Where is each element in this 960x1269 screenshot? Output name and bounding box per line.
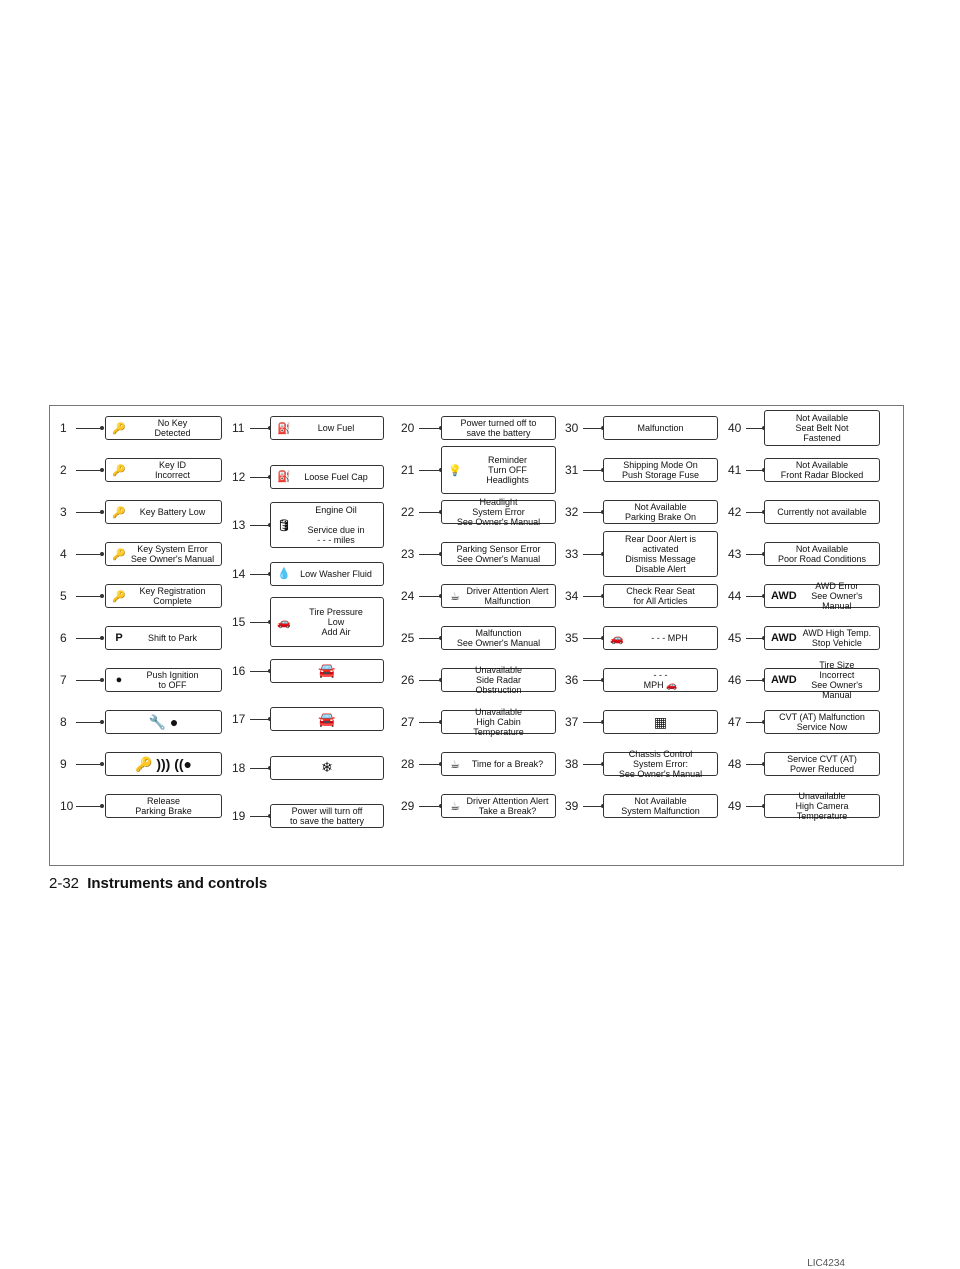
- leader-line: [250, 477, 270, 478]
- message-display: [105, 626, 222, 650]
- message-item: [565, 701, 722, 743]
- message-display: [441, 626, 556, 650]
- message-item: [232, 795, 388, 837]
- leader-line: [746, 680, 764, 681]
- item-number: 33: [565, 547, 579, 561]
- leader-line: [419, 596, 441, 597]
- key-battery-icon: 🔑: [112, 506, 126, 519]
- message-item: [401, 659, 560, 701]
- item-number: 29: [401, 799, 415, 813]
- message-text: Malfunction See Owner's Manual: [456, 628, 541, 648]
- message-item: [728, 617, 884, 659]
- message-text: Power turned off to save the battery: [460, 418, 537, 438]
- item-number: 13: [232, 518, 246, 532]
- message-item: [565, 743, 722, 785]
- key-icon: 🔑: [112, 548, 126, 561]
- message-text: Service CVT (AT) Power Reduced: [787, 754, 857, 774]
- message-item: [232, 698, 388, 740]
- push-ignition-icon: ●: [115, 674, 123, 686]
- leader-line: [746, 638, 764, 639]
- message-column: [565, 406, 722, 867]
- coffee-cup-icon: ☕: [450, 800, 460, 813]
- item-number: 46: [728, 673, 742, 687]
- leader-line: [250, 671, 270, 672]
- fuel-cap-icon: ⛽: [277, 471, 291, 483]
- park-icon: P: [115, 632, 123, 644]
- message-display: [270, 707, 384, 731]
- item-number: 25: [401, 631, 415, 645]
- snowflake-icon: ❄: [321, 759, 333, 775]
- message-text: Tire Pressure Low Add Air: [309, 607, 363, 637]
- item-number: 23: [401, 547, 415, 561]
- message-display: [441, 542, 556, 566]
- message-item: [401, 491, 560, 533]
- message-text: Low Washer Fluid: [300, 568, 372, 579]
- message-display: [270, 756, 384, 780]
- message-item: [728, 575, 884, 617]
- leader-line: [76, 806, 102, 807]
- leader-line: [583, 554, 603, 555]
- item-number: 39: [565, 799, 579, 813]
- leader-line: [76, 470, 102, 471]
- message-display: [441, 416, 556, 440]
- message-text: Rear Door Alert is activated Dismiss Message Disable Alert: [624, 534, 697, 574]
- leader-line: [250, 622, 270, 623]
- leader-line: [583, 722, 603, 723]
- leader-line: [250, 428, 270, 429]
- item-number: 17: [232, 712, 246, 726]
- section-title: Instruments and controls: [87, 875, 268, 892]
- message-display: [105, 710, 222, 734]
- item-number: 41: [728, 463, 742, 477]
- leader-line: [583, 470, 603, 471]
- message-text: Unavailable High Camera Temperature: [795, 791, 849, 821]
- message-item: [60, 491, 226, 533]
- message-display: [764, 500, 880, 524]
- item-number: 7: [60, 673, 67, 687]
- car-front-icon: 🚘: [318, 662, 336, 678]
- awd-icon: AWD: [771, 674, 797, 686]
- message-text: Headlight System Error See Owner's Manual: [456, 497, 541, 527]
- item-number: 31: [565, 463, 579, 477]
- message-item: [728, 659, 884, 701]
- message-text: Low Fuel: [317, 423, 355, 433]
- message-item: [401, 785, 560, 827]
- leader-line: [76, 722, 102, 723]
- leader-line: [419, 554, 441, 555]
- message-display: [603, 531, 718, 577]
- message-text: AWD Error See Owner's Manual: [811, 581, 863, 611]
- message-item: [60, 701, 226, 743]
- leader-line: [419, 680, 441, 681]
- item-number: 35: [565, 631, 579, 645]
- message-text: Driver Attention Alert Take a Break?: [466, 796, 549, 816]
- message-display: [270, 465, 384, 489]
- message-display: [105, 584, 222, 608]
- page-footer: [49, 875, 267, 892]
- leader-line: [746, 722, 764, 723]
- message-item: [728, 449, 884, 491]
- item-number: 47: [728, 715, 742, 729]
- message-text: Check Rear Seat for All Articles: [626, 586, 695, 606]
- item-number: 27: [401, 715, 415, 729]
- message-item: [60, 743, 226, 785]
- item-number: 6: [60, 631, 67, 645]
- message-display: [764, 752, 880, 776]
- message-text: Not Available Front Radar Blocked: [780, 460, 864, 480]
- item-number: 3: [60, 505, 67, 519]
- message-column: [728, 406, 884, 867]
- leader-line: [76, 764, 102, 765]
- message-display: [105, 458, 222, 482]
- item-number: 19: [232, 809, 246, 823]
- item-number: 43: [728, 547, 742, 561]
- message-text: Shift to Park: [147, 633, 198, 643]
- message-item: [565, 449, 722, 491]
- leader-line: [76, 428, 102, 429]
- message-column: [232, 406, 388, 867]
- message-text: Key ID Incorrect: [154, 460, 190, 480]
- message-item: [728, 743, 884, 785]
- message-text: No Key Detected: [154, 418, 191, 438]
- message-item: [60, 575, 226, 617]
- leader-line: [583, 512, 603, 513]
- item-number: 22: [401, 505, 415, 519]
- message-text: Unavailable High Cabin Temperature: [473, 707, 524, 737]
- leader-line: [76, 680, 102, 681]
- washer-fluid-icon: 💧: [277, 568, 291, 580]
- message-text: Not Available Seat Belt Not Fastened: [795, 413, 849, 443]
- message-display: [270, 562, 384, 586]
- leader-line: [76, 512, 102, 513]
- item-number: 18: [232, 760, 246, 775]
- leader-line: [250, 719, 270, 720]
- message-text: - - - MPH 🚗: [643, 670, 678, 690]
- message-display: [441, 665, 556, 695]
- message-column: [401, 406, 560, 867]
- leader-line: [583, 806, 603, 807]
- leader-line: [250, 768, 270, 769]
- coffee-cup-icon: ☕: [450, 590, 460, 603]
- headlight-icon: 💡: [448, 464, 462, 477]
- message-display: [105, 500, 222, 524]
- leader-line: [250, 574, 270, 575]
- message-item: [232, 650, 388, 692]
- message-display: [105, 752, 222, 776]
- key-icon: 🔑: [112, 422, 126, 435]
- message-item: [728, 785, 884, 827]
- message-column: [60, 406, 226, 867]
- item-number: 5: [60, 589, 67, 603]
- leader-line: [746, 512, 764, 513]
- message-item: [232, 553, 388, 595]
- item-number: 37: [565, 715, 579, 729]
- message-display: [441, 584, 556, 608]
- message-text: Key Registration Complete: [139, 586, 206, 606]
- item-number: 11: [232, 421, 245, 435]
- message-text: AWD High Temp. Stop Vehicle: [802, 628, 872, 648]
- item-number: 28: [401, 757, 415, 771]
- item-number: 32: [565, 505, 579, 519]
- item-number: 10: [60, 799, 74, 813]
- message-display: [603, 749, 718, 779]
- key-signal-icon: 🔑 ))) ((●: [135, 755, 192, 772]
- leader-line: [76, 596, 102, 597]
- leader-line: [76, 554, 102, 555]
- item-number: 21: [401, 463, 415, 477]
- message-display: [764, 542, 880, 566]
- message-item: [728, 491, 884, 533]
- message-item: [565, 491, 722, 533]
- message-item: [232, 747, 388, 789]
- message-display: [603, 584, 718, 608]
- leader-line: [746, 764, 764, 765]
- oil-can-icon: 🛢: [277, 519, 291, 532]
- message-display: [603, 668, 718, 692]
- item-number: 45: [728, 631, 742, 645]
- item-number: 14: [232, 566, 246, 581]
- item-number: 42: [728, 505, 742, 519]
- item-number: 48: [728, 757, 742, 771]
- leader-line: [419, 764, 441, 765]
- message-text: Parking Sensor Error See Owner's Manual: [456, 544, 541, 564]
- message-display: [764, 410, 880, 446]
- item-number: 34: [565, 589, 579, 603]
- item-number: 20: [401, 421, 415, 435]
- message-text: Key Battery Low: [139, 507, 206, 517]
- leader-line: [746, 428, 764, 429]
- leader-line: [250, 816, 270, 817]
- message-display: [441, 752, 556, 776]
- leader-line: [419, 512, 441, 513]
- message-text: CVT (AT) Malfunction Service Now: [779, 712, 865, 732]
- message-display: [764, 791, 880, 821]
- leader-line: [419, 806, 441, 807]
- message-display: [603, 500, 718, 524]
- leader-line: [746, 470, 764, 471]
- item-number: 16: [232, 663, 246, 678]
- item-number: 40: [728, 421, 742, 435]
- message-display: [603, 458, 718, 482]
- message-text: Time for a Break?: [471, 759, 544, 769]
- message-display: [603, 626, 718, 650]
- leader-line: [583, 428, 603, 429]
- car-top-icon: 🚘: [318, 710, 336, 727]
- leader-line: [746, 596, 764, 597]
- item-number: 36: [565, 673, 579, 687]
- item-number: 15: [232, 615, 246, 629]
- message-item: [60, 449, 226, 491]
- leader-line: [583, 638, 603, 639]
- message-item: [401, 575, 560, 617]
- fuel-icon: ⛽: [277, 422, 291, 435]
- item-number: 30: [565, 421, 579, 435]
- message-display: [764, 660, 880, 700]
- message-text: Driver Attention Alert Malfunction: [466, 586, 549, 606]
- message-item: [60, 785, 226, 827]
- message-text: Malfunction: [637, 423, 684, 433]
- message-display: [764, 710, 880, 734]
- message-display: [105, 542, 222, 566]
- message-item: [232, 407, 388, 449]
- item-number: 38: [565, 757, 579, 771]
- message-item: [401, 617, 560, 659]
- message-display: [441, 497, 556, 527]
- message-item: [60, 407, 226, 449]
- message-text: Push Ignition to OFF: [146, 670, 199, 690]
- message-item: [401, 449, 560, 491]
- figure-code: LIC4234: [807, 1258, 845, 1269]
- key-icon: 🔑: [112, 590, 126, 603]
- speed-limit-sign-icon: ▦: [653, 713, 668, 730]
- leader-line: [419, 722, 441, 723]
- awd-icon: AWD: [771, 632, 797, 644]
- message-item: [565, 533, 722, 575]
- leader-line: [746, 806, 764, 807]
- item-number: 26: [401, 673, 415, 687]
- item-number: 1: [60, 421, 67, 435]
- page-number: 2-32: [49, 875, 80, 892]
- message-display: [441, 794, 556, 818]
- message-display: [764, 581, 880, 611]
- leader-line: [250, 525, 270, 526]
- message-display: [270, 804, 384, 828]
- message-text: Power will turn off to save the battery: [289, 806, 365, 826]
- message-item: [232, 601, 388, 643]
- message-display: [105, 668, 222, 692]
- item-number: 8: [60, 715, 67, 729]
- message-item: [401, 407, 560, 449]
- leader-line: [419, 428, 441, 429]
- message-text: Key System Error See Owner's Manual: [130, 544, 215, 564]
- message-text: Engine Oil Service due in - - - miles: [307, 505, 365, 545]
- message-item: [60, 533, 226, 575]
- tire-pressure-car-icon: 🚗: [277, 616, 291, 629]
- message-display: [603, 794, 718, 818]
- leader-line: [76, 638, 102, 639]
- message-display: [105, 794, 222, 818]
- message-item: [565, 659, 722, 701]
- message-display: [270, 659, 384, 683]
- item-number: 9: [60, 757, 67, 771]
- item-number: 44: [728, 589, 742, 603]
- item-number: 49: [728, 799, 742, 813]
- message-display: [441, 707, 556, 737]
- item-number: 2: [60, 463, 67, 477]
- message-text: Not Available Parking Brake On: [624, 502, 697, 522]
- awd-icon: AWD: [771, 590, 797, 602]
- message-display: [270, 416, 384, 440]
- message-text: Chassis Control System Error: See Owner's Manual: [618, 749, 703, 779]
- message-item: [401, 743, 560, 785]
- message-text: Currently not available: [777, 507, 867, 517]
- message-item: [60, 617, 226, 659]
- car-front-icon: 🚗: [610, 632, 624, 645]
- message-text: Unavailable Side Radar Obstruction: [474, 665, 523, 695]
- message-display: [764, 458, 880, 482]
- message-text: Not Available Poor Road Conditions: [777, 544, 867, 564]
- message-display: [441, 446, 556, 494]
- message-item: [60, 659, 226, 701]
- message-item: [401, 701, 560, 743]
- message-display: [270, 597, 384, 647]
- message-item: [565, 785, 722, 827]
- message-text: Not Available System Malfunction: [621, 796, 700, 816]
- message-item: [728, 701, 884, 743]
- message-item: [728, 533, 884, 575]
- message-text: Release Parking Brake: [135, 796, 192, 816]
- brake-foot-icon: 🔧 ●: [148, 713, 179, 730]
- item-number: 24: [401, 589, 415, 603]
- leader-line: [583, 764, 603, 765]
- message-display: [270, 502, 384, 548]
- message-item: [728, 407, 884, 449]
- message-item: [232, 504, 388, 546]
- message-item: [565, 575, 722, 617]
- message-text: - - - MPH: [651, 633, 688, 643]
- key-icon: 🔑: [112, 464, 126, 477]
- message-item: [565, 407, 722, 449]
- coffee-cup-icon: ☕: [450, 758, 460, 771]
- message-display: [764, 626, 880, 650]
- message-text: Loose Fuel Cap: [304, 471, 368, 482]
- message-display: [603, 710, 718, 734]
- message-item: [232, 456, 388, 498]
- item-number: 4: [60, 547, 67, 561]
- leader-line: [419, 638, 441, 639]
- message-item: [401, 533, 560, 575]
- message-display: [105, 416, 222, 440]
- leader-line: [419, 470, 441, 471]
- message-text: Tire Size Incorrect See Owner's Manual: [811, 660, 863, 700]
- message-text: Shipping Mode On Push Storage Fuse: [621, 460, 700, 480]
- leader-line: [583, 596, 603, 597]
- message-item: [565, 617, 722, 659]
- leader-line: [583, 680, 603, 681]
- message-display: [603, 416, 718, 440]
- message-text: Reminder Turn OFF Headlights: [486, 455, 529, 485]
- leader-line: [746, 554, 764, 555]
- item-number: 12: [232, 469, 246, 484]
